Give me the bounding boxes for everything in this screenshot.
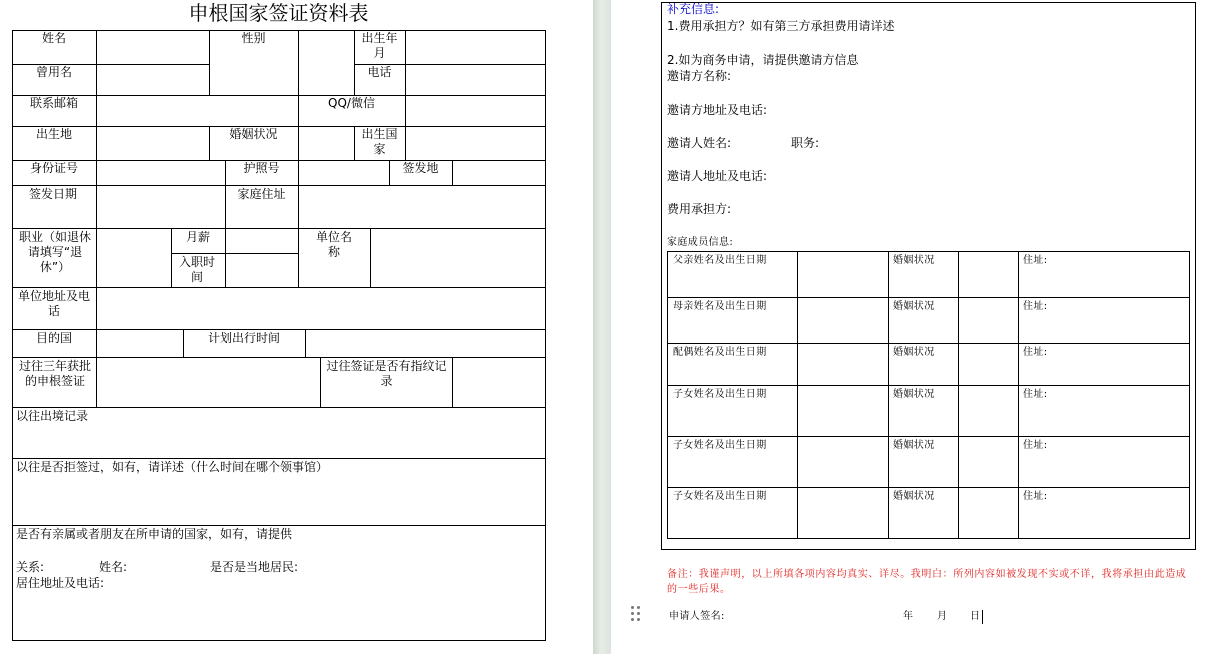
grid-line (667, 385, 1189, 386)
label-inviter-address: 邀请方地址及电话: (667, 103, 768, 117)
label-id-number: 身份证号 (29, 161, 78, 175)
page-gutter (593, 0, 611, 654)
grid-line (667, 487, 1189, 488)
label-email: 联系邮箱 (29, 96, 78, 110)
label-position: 职务: (791, 136, 820, 150)
label-day: 日 (970, 611, 981, 622)
grid-line (96, 287, 97, 330)
label-occupation: 职业（如退休请填写“退休”） (18, 230, 91, 274)
family-row-address: 住址: (1023, 347, 1048, 358)
label-destination: 目的国 (35, 331, 72, 345)
label-marital: 婚姻状况 (229, 127, 278, 141)
label-relation: 关系: (16, 560, 45, 574)
family-row-label: 子女姓名及出生日期 (673, 389, 767, 400)
grid-line (405, 126, 406, 161)
label-invitee-name: 邀请人姓名: (667, 136, 732, 150)
label-birthplace: 出生地 (35, 127, 72, 141)
grid-line (298, 126, 299, 161)
grid-line (96, 357, 97, 408)
label-entry-time: 入职时间 (178, 255, 215, 284)
label-issue-place: 签发地 (402, 161, 439, 175)
label-employer-address: 单位地址及电话 (17, 289, 90, 318)
label-name: 姓名 (41, 31, 66, 45)
family-row-marital: 婚姻状况 (893, 301, 935, 312)
label-year: 年 (903, 611, 914, 622)
family-row-marital: 婚姻状况 (893, 347, 935, 358)
grid-line (96, 228, 97, 288)
grid-line (405, 95, 406, 127)
grid-line (1018, 251, 1019, 538)
family-row-address: 住址: (1023, 301, 1048, 312)
label-birth-year-month: 出生年月 (361, 31, 398, 60)
declaration-text: 备注：我谨声明，以上所填各项内容均真实、详尽。我明白：所列内容如被发现不实或不详，我将承担由此造成的一些后果。 (667, 569, 1187, 595)
grid-line (298, 30, 299, 96)
label-birth-country: 出生国家 (361, 127, 398, 156)
grid-line (370, 228, 371, 288)
label-former-name: 曾用名 (35, 65, 72, 79)
family-row-marital: 婚姻状况 (893, 491, 935, 502)
label-cost-bearer: 费用承担方: (667, 202, 732, 216)
grid-line (298, 185, 299, 229)
label-local-resident: 是否是当地居民: (210, 560, 299, 574)
supplement-title: 补充信息: (667, 2, 720, 16)
family-row-marital: 婚姻状况 (893, 255, 935, 266)
label-home-address: 家庭住址 (237, 187, 286, 201)
question-payer: 1.费用承担方？如有第三方承担费用请详述 (667, 19, 895, 33)
grid-line (96, 160, 97, 186)
grid-line (305, 329, 306, 358)
grid-line (298, 228, 299, 288)
label-family-info: 家庭成员信息: (667, 237, 734, 248)
family-row-marital: 婚姻状况 (893, 440, 935, 451)
label-signature: 申请人签名: (669, 611, 725, 622)
grid-line (298, 160, 299, 186)
family-row-address: 住址: (1023, 255, 1048, 266)
drag-handle-icon[interactable] (631, 606, 641, 626)
label-salary: 月薪 (185, 230, 210, 244)
label-qq-wechat: QQ/微信 (328, 96, 375, 110)
family-row-label: 父亲姓名及出生日期 (673, 255, 767, 266)
label-past-schengen: 过往三年获批的申根签证 (18, 359, 91, 388)
grid-line (96, 126, 97, 161)
label-phone: 电话 (367, 65, 392, 79)
grid-line (545, 30, 546, 641)
label-travel-time: 计划出行时间 (207, 331, 280, 345)
text-cursor (982, 610, 983, 624)
grid-line (12, 640, 546, 641)
grid-line (667, 297, 1189, 298)
label-invitee-address: 邀请人地址及电话: (667, 169, 768, 183)
grid-line (797, 251, 798, 538)
family-row-address: 住址: (1023, 440, 1048, 451)
form-title: 申根国家签证资料表 (188, 1, 369, 25)
label-refusal: 以往是否拒签过，如有，请详述（什么时间在哪个领事馆） (16, 460, 329, 474)
label-relative-name: 姓名: (99, 560, 128, 574)
label-month: 月 (937, 611, 948, 622)
label-issue-date: 签发日期 (28, 187, 77, 201)
grid-line (405, 30, 406, 96)
grid-line (888, 251, 889, 538)
grid-line (96, 95, 97, 127)
label-inviter-name: 邀请方名称: (667, 69, 732, 83)
grid-line (667, 436, 1189, 437)
label-employer: 单位名称 (315, 230, 352, 259)
grid-line (958, 251, 959, 538)
family-row-label: 母亲姓名及出生日期 (673, 301, 767, 312)
family-row-label: 子女姓名及出生日期 (673, 491, 767, 502)
label-entry-records: 以往出境记录 (16, 409, 89, 423)
grid-line (667, 343, 1189, 344)
family-row-label: 配偶姓名及出生日期 (673, 347, 767, 358)
grid-line (96, 185, 97, 229)
label-passport-no: 护照号 (243, 161, 280, 175)
label-fingerprint: 过往签证是否有指纹记录 (326, 359, 447, 388)
grid-line (96, 30, 97, 96)
grid-line (225, 228, 226, 288)
label-gender: 性别 (241, 31, 266, 45)
family-row-marital: 婚姻状况 (893, 389, 935, 400)
family-row-label: 子女姓名及出生日期 (673, 440, 767, 451)
family-row-address: 住址: (1023, 491, 1048, 502)
grid-line (452, 160, 453, 186)
label-residence: 居住地址及电话: (16, 576, 105, 590)
grid-line (96, 329, 97, 358)
label-relatives: 是否有亲属或者朋友在所申请的国家，如有，请提供 (16, 527, 293, 541)
family-row-address: 住址: (1023, 389, 1048, 400)
question-business: 2.如为商务申请，请提供邀请方信息 (667, 53, 859, 67)
grid-line (452, 357, 453, 408)
